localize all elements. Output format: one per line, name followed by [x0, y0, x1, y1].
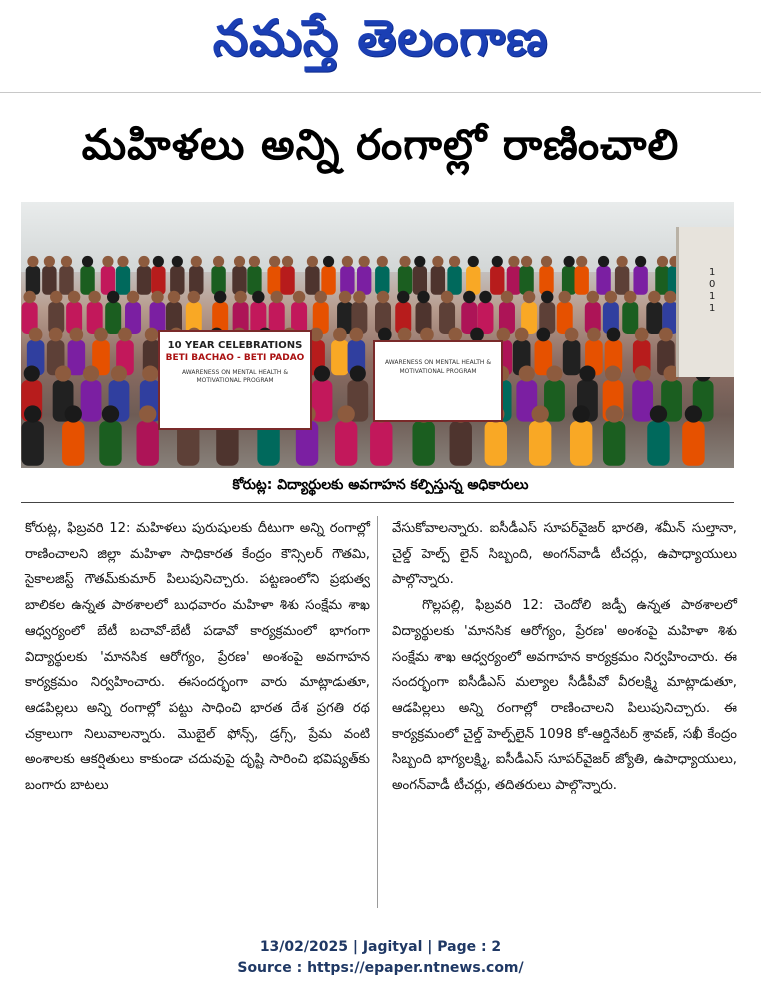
crowd-person-head [659, 328, 673, 342]
crowd-person-head [88, 291, 100, 303]
crowd-person-head [617, 256, 628, 267]
crowd-person-head [191, 256, 202, 267]
crowd-person-body [170, 266, 184, 295]
crowd-person-head [234, 256, 245, 267]
crowd-person-head [605, 405, 622, 422]
crowd-person-head [587, 328, 601, 342]
crowd-person-head [432, 256, 443, 267]
crowd-person-body [62, 421, 84, 466]
crowd-person-head [635, 328, 649, 342]
masthead [0, 0, 761, 88]
crowd-person-head [339, 291, 351, 303]
crowd-person-head [307, 256, 318, 267]
crowd-person-head [479, 291, 491, 303]
crowd-person-head [648, 291, 660, 303]
crowd-person-head [168, 291, 180, 303]
crowd-person-head [139, 405, 156, 422]
banner-right-line1: AWARENESS ON MENTAL HEALTH & MOTIVATIONAL PROGRAM [384, 359, 492, 375]
crowd-person-body [116, 266, 130, 295]
crowd-person-body [485, 421, 507, 466]
crowd-person-head [635, 256, 646, 267]
event-banner-right [373, 340, 503, 422]
article-photo [21, 202, 734, 468]
crowd-person-head [598, 256, 609, 267]
crowd-person-body [137, 421, 159, 466]
banner-left-line1: 10 YEAR CELEBRATIONS [167, 340, 303, 351]
masthead-title: నమస్తే తెలంగాణ [212, 8, 549, 67]
crowd-person-body [59, 266, 73, 295]
crowd-person-head [624, 291, 636, 303]
crowd-person-head [657, 256, 668, 267]
crowd-person-head [635, 365, 651, 381]
crowd-person-head [397, 291, 409, 303]
crowd-person-body [340, 266, 354, 295]
crowd-person-body [80, 266, 94, 295]
crowd-person-head [117, 256, 128, 267]
crowd-person-head [521, 256, 532, 267]
crowd-person-head [314, 365, 330, 381]
crowd-person-head [65, 405, 82, 422]
crowd-person-head [501, 291, 513, 303]
crowd-person-body [247, 266, 261, 295]
crowd-person-body [370, 421, 392, 466]
crowd-person-head [234, 291, 246, 303]
crowd-person-head [23, 291, 35, 303]
crowd-person-head [153, 256, 164, 267]
crowd-person-body [646, 302, 662, 334]
crowd-person-head [70, 328, 84, 342]
crowd-person-head [50, 291, 62, 303]
event-banner-left [158, 330, 312, 430]
crowd-person-body [431, 266, 445, 295]
crowd-person-body [563, 340, 581, 375]
crowd-person-head [213, 256, 224, 267]
crowd-person-body [42, 266, 56, 295]
photo-caption: కోరుట్ల: విద్యార్థులకు అవగాహన కల్పిస్తున్న అధికారులు [232, 477, 529, 493]
crowd-person-head [508, 256, 519, 267]
crowd-person-body [633, 266, 647, 295]
crowd-person-body [305, 266, 319, 295]
crowd-person-head [118, 328, 132, 342]
crowd-person-head [214, 291, 226, 303]
page-footer [0, 937, 761, 979]
crowd-person-body [450, 421, 472, 466]
footer-source-link[interactable]: Source : https://epaper.ntnews.com/ [237, 960, 524, 976]
crowd-person-body [655, 266, 669, 295]
crowd-person-head [399, 256, 410, 267]
crowd-person-body [574, 266, 588, 295]
photo-door [676, 227, 734, 377]
crowd-person-head [29, 328, 43, 342]
crowd-person-head [377, 291, 389, 303]
crowd-person-head [353, 291, 365, 303]
crowd-person-head [282, 256, 293, 267]
crowd-person-head [414, 256, 425, 267]
crowd-person-head [519, 365, 535, 381]
crowd-person-head [172, 256, 183, 267]
crowd-person-body [603, 421, 625, 466]
crowd-person-head [605, 291, 617, 303]
crowd-person-head [350, 365, 366, 381]
crowd-person-head [350, 328, 364, 342]
crowd-person-body [562, 266, 576, 295]
crowd-person-head [463, 291, 475, 303]
crowd-person-body [529, 421, 551, 466]
crowd-person-body [267, 266, 281, 295]
crowd-person-head [68, 291, 80, 303]
crowd-person-head [315, 291, 327, 303]
crowd-person-body [519, 266, 533, 295]
crowd-person-head [417, 291, 429, 303]
banner-left-line2: BETI BACHAO - BETI PADAO [165, 353, 305, 363]
crowd-person-head [102, 256, 113, 267]
crowd-person-head [94, 328, 108, 342]
crowd-person-body [647, 421, 669, 466]
crowd-person-body [357, 266, 371, 295]
footer-meta: 13/02/2025 | Jagityal | Page : 2 [259, 939, 502, 955]
crowd-person-head [359, 256, 370, 267]
crowd-person-head [145, 328, 159, 342]
crowd-person-head [572, 405, 589, 422]
crowd-person-body [412, 421, 434, 466]
crowd-person-head [151, 291, 163, 303]
article-column-left [25, 516, 370, 799]
crowd-person-head [541, 256, 552, 267]
crowd-person-head [564, 256, 575, 267]
crowd-person-body [466, 266, 480, 295]
crowd-person-head [127, 291, 139, 303]
crowd-person-body [570, 421, 592, 466]
caption-divider [21, 502, 734, 503]
crowd-person-head [55, 365, 71, 381]
crowd-person-head [252, 291, 264, 303]
crowd-person-body [211, 266, 225, 295]
crowd-person-body [539, 266, 553, 295]
crowd-person-body [99, 421, 121, 466]
crowd-person-head [333, 328, 347, 342]
crowd-person-head [449, 256, 460, 267]
crowd-person-head [138, 256, 149, 267]
crowd-person-body [375, 266, 389, 295]
crowd-person-head [24, 365, 40, 381]
crowd-person-head [441, 291, 453, 303]
crowd-person-head [607, 328, 621, 342]
crowd-person-head [605, 365, 621, 381]
crowd-person-body [682, 421, 704, 466]
crowd-person-body [507, 266, 521, 295]
crowd-person-head [559, 291, 571, 303]
crowd-person-head [24, 405, 41, 422]
crowd-person-head [323, 256, 334, 267]
crowd-person-head [83, 365, 99, 381]
article-headline: మహిళలు అన్ని రంగాల్లో రాణించాలి [81, 120, 680, 169]
crowd-person-head [587, 291, 599, 303]
crowd-person-head [546, 365, 562, 381]
crowd-person-head [49, 328, 63, 342]
crowd-person-body [151, 266, 165, 295]
crowd-person-head [102, 405, 119, 422]
crowd-person-body [413, 266, 427, 295]
crowd-person-body [596, 266, 610, 295]
crowd-person-body [189, 266, 203, 295]
crowd-person-body [26, 266, 40, 295]
crowd-person-body [280, 266, 294, 295]
crowd-person-body [490, 266, 504, 295]
banner-left-line3: AWARENESS ON MENTAL HEALTH & MOTIVATIONAL PROGRAM [181, 369, 289, 384]
crowd-person-body [105, 302, 121, 334]
crowd-person-head [27, 256, 38, 267]
crowd-person-body [622, 302, 638, 334]
crowd-person-head [342, 256, 353, 267]
crowd-person-body [335, 421, 357, 466]
paragraph-left-1: కోరుట్ల, ఫిబ్రవరి 12: మహిళలు పురుషులకు దీటుగా అన్ని రంగాల్లో రాణించాలని జిల్లా మహిళా సాధికారత కేంద్రం కౌన్సిలర్ గౌతమి, సైకాలజిస్ట్ గౌతమ్‌కుమార్ పిలుపునిచ్చారు. పట్టణంలోని ప్రభుత్వ బాలికల ఉన్నత పాఠశాలలో బుధవారం మహిళా శిశు సంక్షేమ శాఖ ఆధ్వర్యంలో బేటీ బచావో-బేటీ పడావో కార్యక్రమంలో భాగంగా విద్యార్థులకు 'మానసిక ఆరోగ్యం, ప్రేరణ' అంశంపై అవగాహన కార్యక్రమం నిర్వహించారు. ఈసందర్భంగా వారు మాట్లాడుతూ, ఆడపిల్లలు అన్ని రంగాల్లో పట్టు సాధించి భారత దేశ ప్రగతి రథ చక్రాలుగా నిలువాలన్నారు. మొబైల్ ఫోన్స్, డ్రగ్స్, ప్రేమ వంటి అంశాలకు ఆకర్షితులు కాకుండా చదువుపై దృష్టి సారించి భవిష్యత్‌కు బంగారు బాటలు [25, 521, 370, 794]
paragraph-right-2: గొల్లపల్లి, ఫిబ్రవరి 12: చెందోలి జడ్పీ ఉన్నత పాఠశాలలో విద్యార్థులకు 'మానసిక ఆరోగ్యం, ప్రేరణ' అంశంపై మహిళా శిశు సంక్షేమ శాఖ ఆధ్వర్యంలో అవగాహన కార్యక్రమం నిర్వహించారు. ఈ సందర్భంగా ఐసీడీఎస్ మల్యాల సీడీపీవో వీరలక్ష్మి మాట్లాడుతూ, ఆడపిల్లలు అన్ని రంగాల్లో రాణించాలని పిలుపునిచ్చారు. ఈ కార్యక్రమంలో చైల్డ్ హెల్ప్‌లైన్ 1098 కో-ఆర్డినేటర్ శ్రావణ్, సఖీ కేంద్రం సిబ్బంది భాగ్యలక్ష్మి, ఐసీడీఎస్ సూపర్‌వైజర్ జ్యోతి, ఉపాధ్యాయులు, అంగన్‌వాడీ టీచర్లు, తదితరులు పాల్గొన్నారు. [392, 598, 737, 794]
crowd-person-head [515, 328, 529, 342]
crowd-person-head [337, 405, 354, 422]
crowd-person-head [377, 256, 388, 267]
paragraph-right-1: వేసుకోవాలన్నారు. ఐసీడీఎస్ సూపర్‌వైజర్ భారతి, శమీన్ సుల్తానా, చైల్డ్ హెల్ప్ లైన్ సిబ్బంది, అంగన్‌వాడీ టీచర్లు, ఉపాధ్యాయులు పాల్గొన్నారు. [392, 521, 737, 588]
column-divider [377, 516, 378, 908]
crowd-person-head [537, 328, 551, 342]
masthead-divider [0, 92, 761, 93]
crowd-person-head [565, 328, 579, 342]
crowd-person-head [293, 291, 305, 303]
crowd-person-head [492, 256, 503, 267]
crowd-person-head [541, 291, 553, 303]
crowd-person-head [468, 256, 479, 267]
crowd-person-head [269, 256, 280, 267]
crowd-person-head [685, 405, 702, 422]
article-column-right [392, 516, 737, 799]
crowd-person-head [249, 256, 260, 267]
crowd-person-body [331, 340, 349, 375]
crowd-person-head [107, 291, 119, 303]
door-number: 1 0 1 1 [709, 267, 716, 314]
crowd-person-body [398, 266, 412, 295]
crowd-person-body [21, 421, 43, 466]
crowd-person-body [81, 380, 102, 422]
crowd-person-head [61, 256, 72, 267]
crowd-person-head [82, 256, 93, 267]
crowd-person-head [576, 256, 587, 267]
crowd-person-body [447, 266, 461, 295]
crowd-person-head [111, 365, 127, 381]
crowd-person-head [650, 405, 667, 422]
crowd-person-head [664, 291, 676, 303]
crowd-person-body [321, 266, 335, 295]
crowd-person-body [101, 266, 115, 295]
crowd-person-head [531, 405, 548, 422]
crowd-person-head [142, 365, 158, 381]
crowd-person-head [188, 291, 200, 303]
crowd-person-head [271, 291, 283, 303]
crowd-person-body [615, 266, 629, 295]
crowd-person-body [137, 266, 151, 295]
crowd-person-head [44, 256, 55, 267]
crowd-person-body [232, 266, 246, 295]
crowd-person-head [579, 365, 595, 381]
crowd-person-head [523, 291, 535, 303]
